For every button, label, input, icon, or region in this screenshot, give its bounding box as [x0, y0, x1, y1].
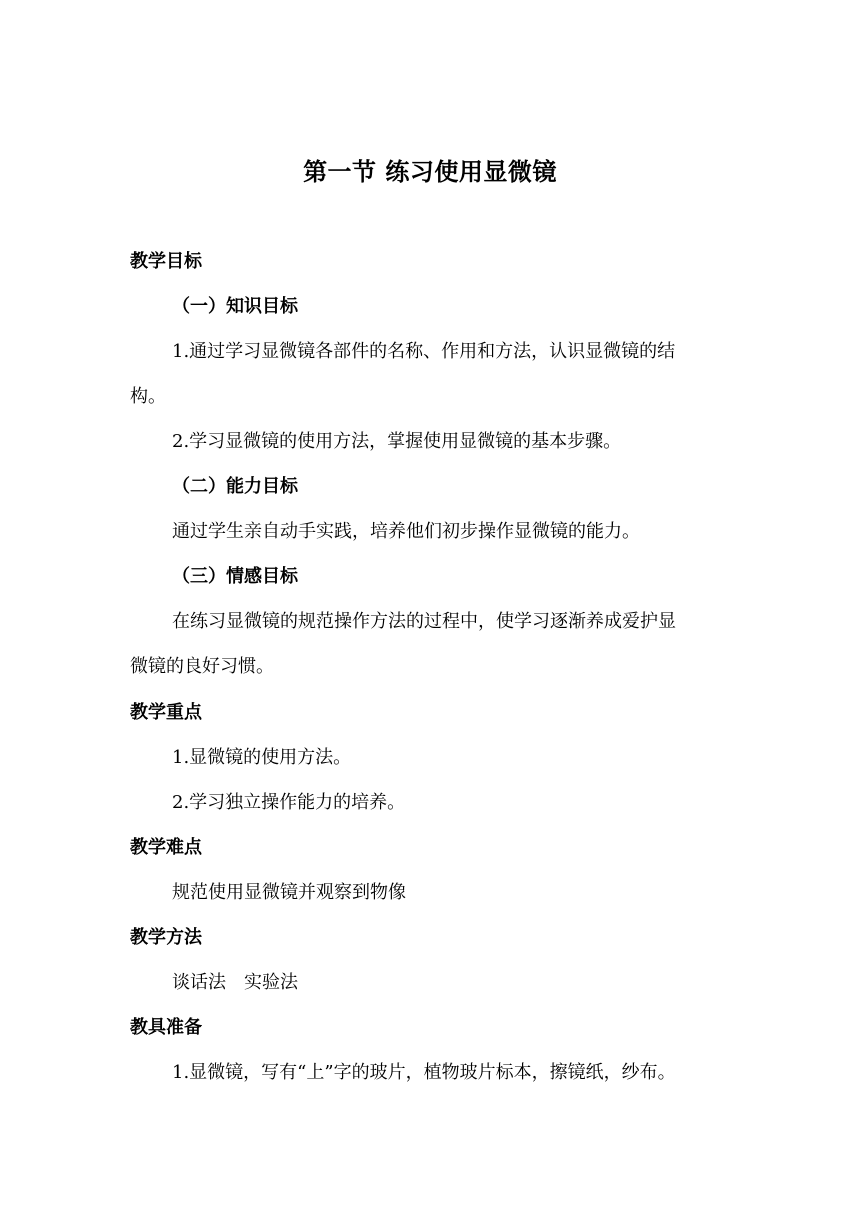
subheading-knowledge: （一）知识目标	[172, 296, 298, 317]
methods-text: 谈话法 实验法	[172, 972, 298, 993]
key-point-item-1: 1.显微镜的使用方法。	[172, 747, 352, 768]
knowledge-item-1-line-1: 1.通过学习显微镜各部件的名称、作用和方法，认识显微镜的结	[172, 341, 676, 362]
subheading-ability: （二）能力目标	[172, 476, 298, 497]
difficulties-text: 规范使用显微镜并观察到物像	[172, 882, 406, 903]
emotion-text-line-1: 在练习显微镜的规范操作方法的过程中，使学习逐渐养成爱护显	[172, 611, 676, 632]
subheading-emotion: （三）情感目标	[172, 566, 298, 587]
document-title: 第一节 练习使用显微镜	[303, 158, 557, 186]
heading-key-points: 教学重点	[130, 702, 202, 723]
materials-item-1: 1.显微镜，写有“上”字的玻片，植物玻片标本，擦镜纸，纱布。	[172, 1062, 676, 1083]
heading-materials: 教具准备	[130, 1017, 202, 1038]
heading-difficulties: 教学难点	[130, 837, 202, 858]
knowledge-item-1-line-2: 构。	[130, 386, 166, 407]
emotion-text-line-2: 微镜的良好习惯。	[130, 656, 274, 677]
key-point-item-2: 2.学习独立操作能力的培养。	[172, 792, 406, 813]
heading-methods: 教学方法	[130, 927, 202, 948]
ability-text: 通过学生亲自动手实践，培养他们初步操作显微镜的能力。	[172, 521, 640, 542]
knowledge-item-2: 2.学习显微镜的使用方法，掌握使用显微镜的基本步骤。	[172, 431, 622, 452]
heading-objectives: 教学目标	[130, 251, 202, 272]
